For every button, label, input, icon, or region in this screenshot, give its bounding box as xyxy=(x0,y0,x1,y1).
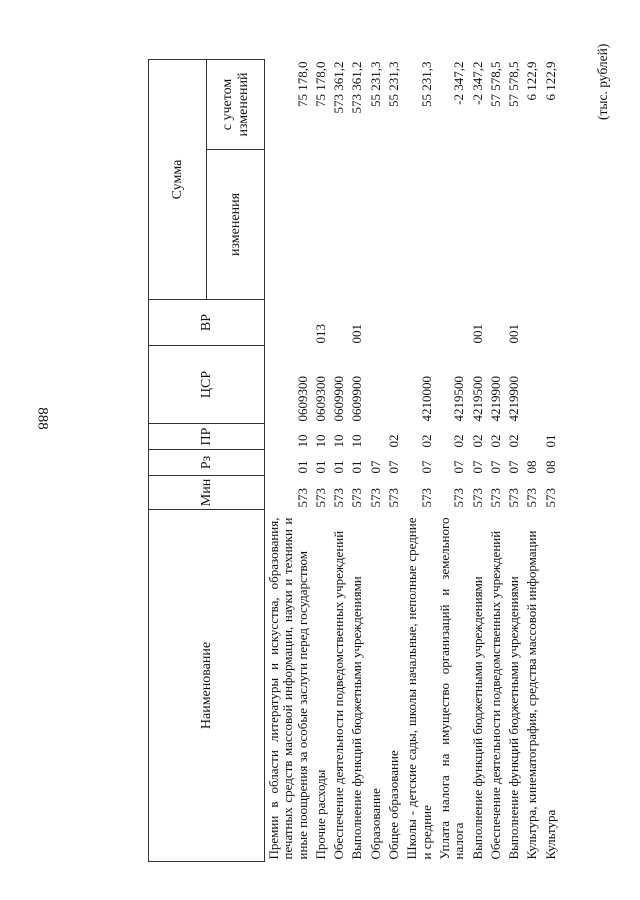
cell-change xyxy=(523,150,541,300)
cell-pr: 10 xyxy=(312,434,328,448)
page-number: 888 xyxy=(34,407,51,430)
cell-change xyxy=(505,150,523,300)
cell-total: 57 578,5 xyxy=(487,61,503,107)
cell-min: 573 xyxy=(367,488,383,508)
cell-vr xyxy=(265,300,312,346)
cell-min: 573 xyxy=(469,488,485,508)
cell-rz: 01 xyxy=(331,460,347,474)
cell-total: 573 361,2 xyxy=(349,61,365,114)
cell-pr: 02 xyxy=(418,434,434,448)
cell-name: Прочие расходы xyxy=(312,769,328,860)
cell-vr xyxy=(542,300,560,346)
cell-vr: 001 xyxy=(469,324,485,344)
table-row xyxy=(330,60,348,862)
cell-change xyxy=(385,150,403,300)
table-row xyxy=(403,60,436,862)
cell-csr xyxy=(385,346,403,424)
cell-pr: 02 xyxy=(451,434,467,448)
cell-rz: 08 xyxy=(542,460,558,474)
cell-pr: 02 xyxy=(469,434,485,448)
cell-change xyxy=(265,150,312,300)
cell-total: -2 347,2 xyxy=(451,61,467,105)
table-row xyxy=(312,60,330,862)
cell-name: Уплата налога на имущество организаций и земельного налога xyxy=(436,517,467,860)
cell-name: Школы - детские сады, школы начальные, неполные средние и средние xyxy=(404,517,434,860)
cell-rz: 07 xyxy=(487,460,503,474)
table-row xyxy=(505,60,523,862)
cell-rz: 07 xyxy=(451,460,467,474)
header-min: Мин xyxy=(149,476,265,510)
cell-change xyxy=(367,150,385,300)
units-label: (тыс. рублей) xyxy=(595,43,610,120)
table-header xyxy=(149,60,265,862)
cell-change xyxy=(542,150,560,300)
table-row xyxy=(469,60,487,862)
cell-change xyxy=(312,150,330,300)
cell-change xyxy=(469,150,487,300)
cell-min: 573 xyxy=(418,488,434,508)
header-name: Наименование xyxy=(149,510,265,862)
cell-pr: 10 xyxy=(294,434,310,448)
header-pr: ПР xyxy=(149,424,265,450)
cell-pr xyxy=(523,424,541,450)
cell-name: Выполнение функций бюджетными учреждениями xyxy=(506,576,522,860)
cell-name: Обеспечение деятельности подведомственных учреждений xyxy=(487,530,503,860)
cell-name: Общее образование xyxy=(386,750,402,860)
table-row xyxy=(265,60,312,862)
cell-change xyxy=(330,150,348,300)
cell-csr: 0609300 xyxy=(312,376,328,422)
cell-name: Выполнение функций бюджетными учреждениями xyxy=(349,576,365,860)
cell-pr: 02 xyxy=(487,434,503,448)
cell-min: 573 xyxy=(451,488,467,508)
cell-vr: 013 xyxy=(312,324,328,344)
cell-name: Образование xyxy=(367,788,383,860)
cell-min: 573 xyxy=(524,488,540,508)
cell-vr xyxy=(436,300,469,346)
cell-total: -2 347,2 xyxy=(469,61,485,105)
cell-pr: 10 xyxy=(331,434,347,448)
cell-csr: 4219500 xyxy=(469,376,485,422)
cell-rz: 07 xyxy=(386,460,402,474)
cell-vr xyxy=(523,300,541,346)
table-body xyxy=(265,60,561,862)
cell-csr xyxy=(542,346,560,424)
table-row xyxy=(523,60,541,862)
cell-rz: 08 xyxy=(524,460,540,474)
header-change: изменения xyxy=(207,150,265,300)
cell-csr: 4210000 xyxy=(418,376,434,422)
cell-change xyxy=(487,150,505,300)
cell-csr xyxy=(523,346,541,424)
cell-min: 573 xyxy=(349,488,365,508)
cell-min: 573 xyxy=(312,488,328,508)
cell-rz: 01 xyxy=(294,460,310,474)
cell-total: 6 122,9 xyxy=(524,61,540,101)
cell-vr: 001 xyxy=(506,324,522,344)
cell-total: 6 122,9 xyxy=(542,61,558,101)
cell-vr: 001 xyxy=(349,324,365,344)
cell-change xyxy=(403,150,436,300)
cell-name: Культура, кинематография, средства массовой информации xyxy=(524,530,540,860)
cell-name: Премии в области литературы и искусства, образования, печатных средств массовой информации, науки и техники и иные поощрения за особые заслуги перед государством xyxy=(266,517,310,860)
cell-min: 573 xyxy=(294,488,310,508)
cell-rz: 07 xyxy=(418,460,434,474)
cell-vr xyxy=(403,300,436,346)
cell-pr xyxy=(367,424,385,450)
cell-total: 75 178,0 xyxy=(312,61,328,107)
cell-name: Обеспечение деятельности подведомственных учреждений xyxy=(331,530,347,860)
table-row xyxy=(348,60,366,862)
cell-total: 573 361,2 xyxy=(331,61,347,114)
cell-min: 573 xyxy=(506,488,522,508)
cell-csr: 0609300 xyxy=(294,376,310,422)
cell-name: Выполнение функций бюджетными учреждениями xyxy=(469,576,485,860)
cell-total: 55 231,3 xyxy=(386,61,402,107)
cell-rz: 07 xyxy=(506,460,522,474)
cell-vr xyxy=(367,300,385,346)
cell-name: Культура xyxy=(542,809,558,860)
table-row xyxy=(542,60,560,862)
cell-total: 55 231,3 xyxy=(367,61,383,107)
cell-rz: 07 xyxy=(469,460,485,474)
cell-vr xyxy=(385,300,403,346)
cell-total: 57 578,5 xyxy=(506,61,522,107)
cell-csr: 4219500 xyxy=(451,376,467,422)
cell-change xyxy=(348,150,366,300)
table-row xyxy=(367,60,385,862)
cell-min: 573 xyxy=(542,488,558,508)
header-sum: Сумма xyxy=(149,60,207,300)
cell-rz: 07 xyxy=(367,460,383,474)
cell-min: 573 xyxy=(386,488,402,508)
cell-pr: 01 xyxy=(542,434,558,448)
cell-vr xyxy=(487,300,505,346)
cell-min: 573 xyxy=(487,488,503,508)
cell-pr: 02 xyxy=(386,434,402,448)
cell-csr: 0609900 xyxy=(349,376,365,422)
budget-table xyxy=(148,59,560,862)
cell-rz: 01 xyxy=(349,460,365,474)
cell-csr: 4219900 xyxy=(506,376,522,422)
cell-csr: 4219900 xyxy=(487,376,503,422)
cell-min: 573 xyxy=(331,488,347,508)
table-row xyxy=(385,60,403,862)
header-vr: ВР xyxy=(149,300,265,346)
cell-rz: 01 xyxy=(312,460,328,474)
cell-pr: 02 xyxy=(506,434,522,448)
cell-total: 55 231,3 xyxy=(418,61,434,107)
header-rz: Рз xyxy=(149,450,265,476)
header-with-change: с учетом изменений xyxy=(207,60,265,150)
cell-change xyxy=(436,150,469,300)
header-csr: ЦСР xyxy=(149,346,265,424)
cell-total: 75 178,0 xyxy=(294,61,310,107)
table-row xyxy=(487,60,505,862)
table-row xyxy=(436,60,469,862)
cell-csr: 0609900 xyxy=(331,376,347,422)
cell-pr: 10 xyxy=(349,434,365,448)
cell-csr xyxy=(367,346,385,424)
cell-vr xyxy=(330,300,348,346)
